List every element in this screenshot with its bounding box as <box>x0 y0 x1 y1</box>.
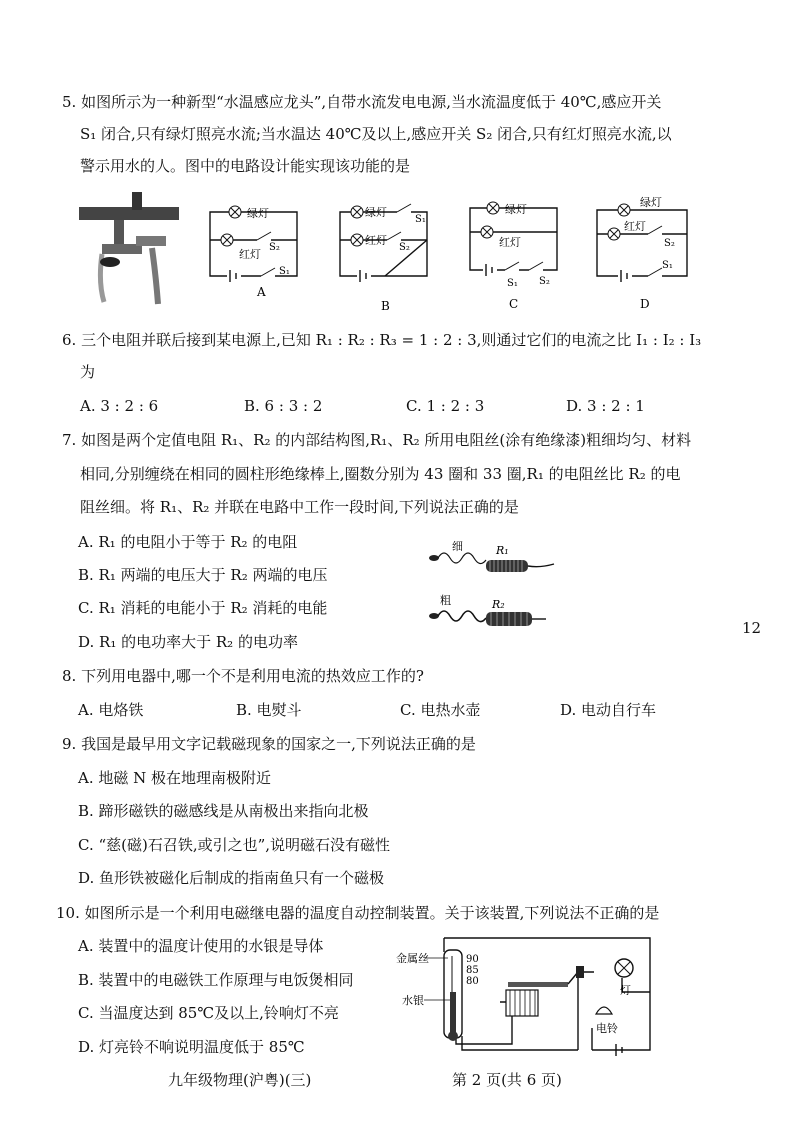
q9-number: 9. <box>62 735 77 753</box>
q9-line1: 9. 我国是最早用文字记载磁现象的国家之一,下列说法正确的是 <box>62 735 476 753</box>
q8-line1: 8. 下列用电器中,哪一个不是利用电流的热效应工作的? <box>62 667 424 685</box>
svg-text:红灯: 红灯 <box>239 248 261 261</box>
faucet-image <box>74 192 184 307</box>
svg-text:绿灯: 绿灯 <box>365 206 387 219</box>
svg-text:红灯: 红灯 <box>499 236 521 249</box>
svg-text:S₁: S₁ <box>507 278 518 289</box>
svg-text:85: 85 <box>466 965 479 976</box>
footer-subject: 九年级物理(沪粤)(三) <box>168 1071 312 1089</box>
q10-line1: 10. 如图所示是一个利用电磁继电器的温度自动控制装置。关于该装置,下列说法不正确的是 <box>56 904 660 922</box>
q6-option-c: C. 1 : 2 : 3 <box>406 397 485 415</box>
svg-text:S₂: S₂ <box>269 242 280 253</box>
q10-relay-figure <box>392 932 684 1062</box>
q7-line2: 相同,分别缠绕在相同的圆柱形绝缘棒上,圈数分别为 43 圈和 33 圈,R₁ 的电阻丝比 R₂ 的电 <box>80 465 681 483</box>
q9-option-a: A. 地磁 N 极在地理南极附近 <box>78 769 272 787</box>
q8-option-c: C. 电热水壶 <box>400 701 481 719</box>
svg-text:红灯: 红灯 <box>365 234 387 247</box>
svg-text:水银: 水银 <box>402 994 424 1007</box>
q5-line3: 警示用水的人。图中的电路设计能实现该功能的是 <box>80 157 411 175</box>
svg-text:灯: 灯 <box>620 984 631 997</box>
svg-text:S₁: S₁ <box>279 266 290 277</box>
q10-option-b: B. 装置中的电磁铁工作原理与电饭煲相同 <box>78 971 354 989</box>
q7-option-c: C. R₁ 消耗的电能小于 R₂ 消耗的电能 <box>78 599 328 617</box>
svg-text:90: 90 <box>466 954 479 965</box>
q7-line1: 7. 如图是两个定值电阻 R₁、R₂ 的内部结构图,R₁、R₂ 所用电阻丝(涂有绝缘漆)粗细均匀、材料 <box>62 431 692 449</box>
q8-option-a: A. 电烙铁 <box>78 701 144 719</box>
q6-line1: 6. 三个电阻并联后接到某电源上,已知 R₁ : R₂ : R₃ = 1 : 2 : 3,则通过它们的电流之比 I₁ : I₂ : I₃ <box>62 331 702 349</box>
q5-line1: 5. 如图所示为一种新型“水温感应龙头”,自带水流发电电源,当水流温度低于 40℃,感应开关 <box>62 93 662 111</box>
q10-number: 10. <box>56 904 80 922</box>
q5-circuit-b <box>335 198 435 316</box>
q7-number: 7. <box>62 431 77 449</box>
svg-text:S₂: S₂ <box>399 242 410 253</box>
svg-text:80: 80 <box>466 976 479 987</box>
q6-option-b: B. 6 : 3 : 2 <box>244 397 323 415</box>
q5-circuit-a <box>205 198 305 299</box>
q5-option-d: D <box>640 297 650 311</box>
svg-text:R₂: R₂ <box>492 598 505 611</box>
q6-option-d: D. 3 : 2 : 1 <box>566 397 645 415</box>
q5-option-a: A <box>257 285 266 299</box>
svg-text:S₁: S₁ <box>415 214 426 225</box>
q7-option-b: B. R₁ 两端的电压大于 R₂ 两端的电压 <box>78 566 328 584</box>
q5-option-b: B <box>381 299 390 313</box>
svg-text:R₁: R₁ <box>496 544 509 557</box>
q8-option-b: B. 电熨斗 <box>236 701 302 719</box>
svg-text:粗: 粗 <box>440 594 451 607</box>
svg-text:绿灯: 绿灯 <box>247 207 269 220</box>
q5-circuit-d <box>592 194 697 314</box>
svg-text:S₁: S₁ <box>662 260 673 271</box>
q6-line2: 为 <box>80 363 96 381</box>
svg-text:S₂: S₂ <box>664 238 675 249</box>
svg-text:金属丝: 金属丝 <box>396 952 429 965</box>
q6-option-a: A. 3 : 2 : 6 <box>80 397 159 415</box>
q9-option-d: D. 鱼形铁被磁化后制成的指南鱼只有一个磁极 <box>78 869 385 887</box>
q10-option-d: D. 灯亮铃不响说明温度低于 85℃ <box>78 1038 305 1056</box>
q6-number: 6. <box>62 331 77 349</box>
svg-text:细: 细 <box>452 540 463 553</box>
svg-text:S₂: S₂ <box>539 276 550 287</box>
q5-option-c: C <box>509 297 519 311</box>
q8-option-d: D. 电动自行车 <box>560 701 657 719</box>
q8-number: 8. <box>62 667 77 685</box>
q5-circuit-c <box>465 194 565 311</box>
svg-text:绿灯: 绿灯 <box>640 196 662 209</box>
q10-option-c: C. 当温度达到 85℃及以上,铃响灯不亮 <box>78 1004 339 1022</box>
q7-option-d: D. R₁ 的电功率大于 R₂ 的电功率 <box>78 633 298 651</box>
q5-number: 5. <box>62 93 77 111</box>
q5-line2: S₁ 闭合,只有绿灯照亮水流;当水温达 40℃及以上,感应开关 S₂ 闭合,只有红灯照亮水流,以 <box>80 125 672 143</box>
q9-option-b: B. 蹄形磁铁的磁感线是从南极出来指向北极 <box>78 802 369 820</box>
q10-option-a: A. 装置中的温度计使用的水银是导体 <box>78 937 324 955</box>
svg-text:红灯: 红灯 <box>624 220 646 233</box>
side-page-number: 12 <box>742 619 762 637</box>
q9-option-c: C. “慈(磁)石召铁,或引之也”,说明磁石没有磁性 <box>78 836 391 854</box>
q7-line3: 阻丝细。将 R₁、R₂ 并联在电路中工作一段时间,下列说法正确的是 <box>80 498 519 516</box>
q7-resistor-figure <box>420 538 560 633</box>
footer-page-number: 第 2 页(共 6 页) <box>452 1071 562 1089</box>
svg-text:绿灯: 绿灯 <box>505 203 527 216</box>
q7-option-a: A. R₁ 的电阻小于等于 R₂ 的电阻 <box>78 533 298 551</box>
svg-text:电铃: 电铃 <box>596 1022 618 1035</box>
